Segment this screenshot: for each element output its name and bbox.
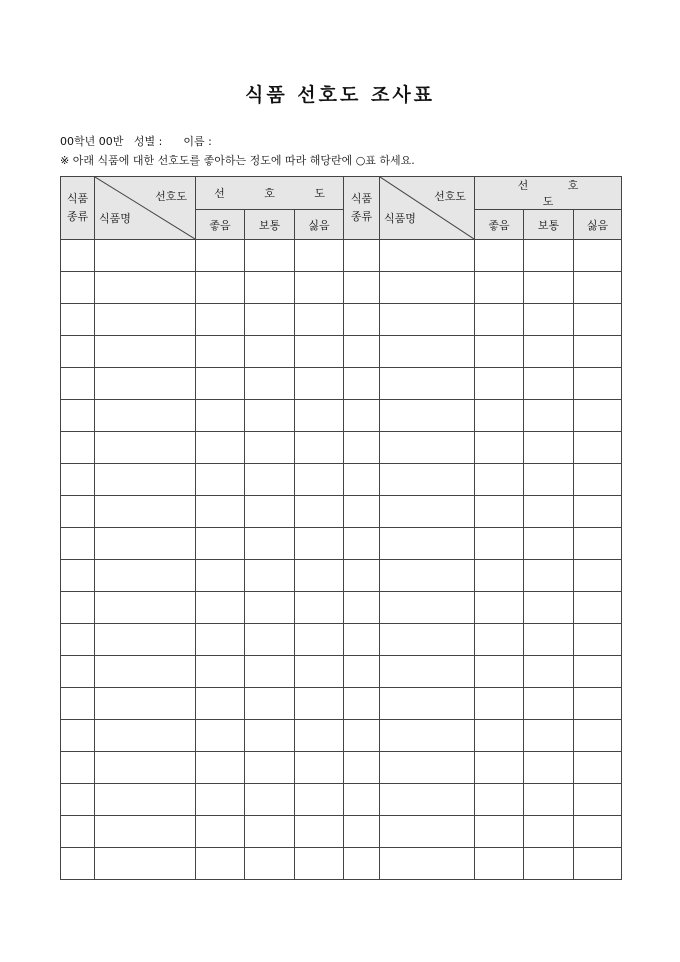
diag-preference-label-2: 선호도 xyxy=(434,190,467,203)
bad-cell[interactable] xyxy=(295,464,344,496)
diag-food-name-label: 식품명 xyxy=(99,212,131,225)
kind-cell[interactable] xyxy=(61,624,95,656)
normal-cell-2[interactable] xyxy=(524,400,574,432)
food-name-cell[interactable] xyxy=(95,432,196,464)
good-cell[interactable] xyxy=(196,848,245,880)
normal-cell[interactable] xyxy=(245,464,295,496)
kind-cell-2[interactable] xyxy=(344,304,380,336)
normal-cell[interactable] xyxy=(245,240,295,272)
good-cell-2[interactable] xyxy=(475,464,524,496)
kind-cell[interactable] xyxy=(61,784,95,816)
food-name-cell[interactable] xyxy=(95,272,196,304)
kind-cell[interactable] xyxy=(61,688,95,720)
bad-cell[interactable] xyxy=(295,624,344,656)
normal-cell-2[interactable] xyxy=(524,240,574,272)
kind-cell[interactable] xyxy=(61,464,95,496)
kind-cell[interactable] xyxy=(61,528,95,560)
food-name-cell[interactable] xyxy=(95,848,196,880)
normal-cell[interactable] xyxy=(245,496,295,528)
normal-cell-2[interactable] xyxy=(524,848,574,880)
kind-cell[interactable] xyxy=(61,240,95,272)
bad-cell-2[interactable] xyxy=(574,400,622,432)
table-row xyxy=(61,784,622,816)
kind-cell[interactable] xyxy=(61,336,95,368)
good-cell[interactable] xyxy=(196,400,245,432)
food-name-cell[interactable] xyxy=(95,368,196,400)
food-name-cell[interactable] xyxy=(95,240,196,272)
bad-cell[interactable] xyxy=(295,528,344,560)
bad-cell[interactable] xyxy=(295,784,344,816)
normal-cell[interactable] xyxy=(245,304,295,336)
normal-cell[interactable] xyxy=(245,560,295,592)
food-name-cell-2[interactable] xyxy=(380,400,475,432)
bad-cell[interactable] xyxy=(295,592,344,624)
bad-cell-2[interactable] xyxy=(574,368,622,400)
diagonal-line xyxy=(95,177,195,239)
bad-cell-2[interactable] xyxy=(574,752,622,784)
normal-cell[interactable] xyxy=(245,272,295,304)
bad-cell[interactable] xyxy=(295,240,344,272)
good-cell[interactable] xyxy=(196,560,245,592)
bad-cell-2[interactable] xyxy=(574,816,622,848)
bad-cell-2[interactable] xyxy=(574,272,622,304)
food-name-cell[interactable] xyxy=(95,816,196,848)
good-cell[interactable] xyxy=(196,336,245,368)
kind-cell-2[interactable] xyxy=(344,624,380,656)
good-cell-2[interactable] xyxy=(475,656,524,688)
good-cell-2[interactable] xyxy=(475,560,524,592)
good-cell[interactable] xyxy=(196,624,245,656)
good-cell-2[interactable] xyxy=(475,240,524,272)
kind-cell-2[interactable] xyxy=(344,368,380,400)
good-cell[interactable] xyxy=(196,720,245,752)
good-cell[interactable] xyxy=(196,528,245,560)
table-row xyxy=(61,752,622,784)
bad-cell-2[interactable] xyxy=(574,336,622,368)
normal-cell[interactable] xyxy=(245,336,295,368)
option-good-header: 좋음 xyxy=(196,210,245,240)
bad-cell-2[interactable] xyxy=(574,688,622,720)
normal-cell[interactable] xyxy=(245,720,295,752)
good-cell-2[interactable] xyxy=(475,752,524,784)
good-cell-2[interactable] xyxy=(475,272,524,304)
good-cell-2[interactable] xyxy=(475,848,524,880)
page-title: 식품 선호도 조사표 xyxy=(244,84,436,106)
good-cell[interactable] xyxy=(196,816,245,848)
kind-cell-2[interactable] xyxy=(344,496,380,528)
bad-cell[interactable] xyxy=(295,656,344,688)
food-name-cell-2[interactable] xyxy=(380,656,475,688)
normal-cell-2[interactable] xyxy=(524,432,574,464)
normal-cell[interactable] xyxy=(245,656,295,688)
kind-cell-2[interactable] xyxy=(344,400,380,432)
normal-cell[interactable] xyxy=(245,592,295,624)
food-name-cell[interactable] xyxy=(95,336,196,368)
food-name-cell-2[interactable] xyxy=(380,336,475,368)
table-row xyxy=(61,496,622,528)
name-label: 이름 : xyxy=(183,135,212,148)
table-row xyxy=(61,528,622,560)
kind-cell-2[interactable] xyxy=(344,848,380,880)
table-row xyxy=(61,368,622,400)
kind-cell[interactable] xyxy=(61,592,95,624)
food-kind-label-top-2: 식품 xyxy=(350,192,373,205)
kind-cell-2[interactable] xyxy=(344,464,380,496)
option-bad-header: 싫음 xyxy=(295,210,344,240)
normal-cell[interactable] xyxy=(245,752,295,784)
food-name-cell-2[interactable] xyxy=(380,720,475,752)
bad-cell-2[interactable] xyxy=(574,592,622,624)
food-name-cell[interactable] xyxy=(95,592,196,624)
bad-cell[interactable] xyxy=(295,304,344,336)
bad-cell[interactable] xyxy=(295,368,344,400)
diag-food-name-label-2: 식품명 xyxy=(384,212,416,225)
kind-cell-2[interactable] xyxy=(344,560,380,592)
table-row xyxy=(61,816,622,848)
kind-cell-2[interactable] xyxy=(344,528,380,560)
normal-cell-2[interactable] xyxy=(524,528,574,560)
normal-cell-2[interactable] xyxy=(524,816,574,848)
normal-cell-2[interactable] xyxy=(524,656,574,688)
good-cell-2[interactable] xyxy=(475,784,524,816)
kind-cell-2[interactable] xyxy=(344,688,380,720)
kind-cell[interactable] xyxy=(61,432,95,464)
table-row xyxy=(61,560,622,592)
bad-cell-2[interactable] xyxy=(574,528,622,560)
table-row xyxy=(61,432,622,464)
food-name-cell-2[interactable] xyxy=(380,752,475,784)
bad-cell[interactable] xyxy=(295,496,344,528)
food-name-cell-2[interactable] xyxy=(380,432,475,464)
kind-cell-2[interactable] xyxy=(344,432,380,464)
good-cell-2[interactable] xyxy=(475,368,524,400)
food-name-cell[interactable] xyxy=(95,528,196,560)
food-preference-table xyxy=(60,176,622,880)
normal-cell-2[interactable] xyxy=(524,784,574,816)
bad-cell-2[interactable] xyxy=(574,464,622,496)
good-cell-2[interactable] xyxy=(475,592,524,624)
diagonal-header-2 xyxy=(380,177,475,240)
food-name-cell-2[interactable] xyxy=(380,240,475,272)
preference-group-header: 선 호 도 xyxy=(196,177,344,210)
good-cell[interactable] xyxy=(196,752,245,784)
bad-cell-2[interactable] xyxy=(574,624,622,656)
table-row xyxy=(61,336,622,368)
food-name-cell-2[interactable] xyxy=(380,528,475,560)
kind-cell-2[interactable] xyxy=(344,656,380,688)
food-name-cell[interactable] xyxy=(95,624,196,656)
good-cell[interactable] xyxy=(196,784,245,816)
food-name-cell-2[interactable] xyxy=(380,688,475,720)
normal-cell-2[interactable] xyxy=(524,752,574,784)
good-cell-2[interactable] xyxy=(475,400,524,432)
bad-cell-2[interactable] xyxy=(574,656,622,688)
kind-cell-2[interactable] xyxy=(344,336,380,368)
normal-cell-2[interactable] xyxy=(524,560,574,592)
good-cell-2[interactable] xyxy=(475,624,524,656)
normal-cell-2[interactable] xyxy=(524,496,574,528)
normal-cell[interactable] xyxy=(245,624,295,656)
table-row xyxy=(61,592,622,624)
bad-cell[interactable] xyxy=(295,336,344,368)
bad-cell[interactable] xyxy=(295,432,344,464)
food-name-cell-2[interactable] xyxy=(380,464,475,496)
preference-group-header-2: 선 호 도 xyxy=(475,177,622,210)
kind-cell[interactable] xyxy=(61,720,95,752)
food-name-cell-2[interactable] xyxy=(380,592,475,624)
kind-cell[interactable] xyxy=(61,400,95,432)
bad-cell-2[interactable] xyxy=(574,784,622,816)
good-cell[interactable] xyxy=(196,656,245,688)
table-row xyxy=(61,656,622,688)
food-name-cell-2[interactable] xyxy=(380,848,475,880)
good-cell[interactable] xyxy=(196,368,245,400)
food-name-cell-2[interactable] xyxy=(380,560,475,592)
good-cell[interactable] xyxy=(196,464,245,496)
kind-cell[interactable] xyxy=(61,752,95,784)
gender-label: 성별 : xyxy=(133,135,163,148)
food-kind-header xyxy=(61,177,95,240)
food-name-cell-2[interactable] xyxy=(380,624,475,656)
table-row xyxy=(61,848,622,880)
bad-cell-2[interactable] xyxy=(574,496,622,528)
good-cell[interactable] xyxy=(196,304,245,336)
kind-cell-2[interactable] xyxy=(344,592,380,624)
good-cell-2[interactable] xyxy=(475,528,524,560)
food-name-cell-2[interactable] xyxy=(380,272,475,304)
normal-cell[interactable] xyxy=(245,368,295,400)
good-cell[interactable] xyxy=(196,432,245,464)
normal-cell[interactable] xyxy=(245,848,295,880)
food-name-cell-2[interactable] xyxy=(380,368,475,400)
bad-cell-2[interactable] xyxy=(574,240,622,272)
table-row xyxy=(61,240,622,272)
kind-cell-2[interactable] xyxy=(344,720,380,752)
kind-cell[interactable] xyxy=(61,560,95,592)
normal-cell-2[interactable] xyxy=(524,624,574,656)
kind-cell[interactable] xyxy=(61,272,95,304)
normal-cell-2[interactable] xyxy=(524,304,574,336)
food-name-cell[interactable] xyxy=(95,560,196,592)
good-cell-2[interactable] xyxy=(475,720,524,752)
kind-cell-2[interactable] xyxy=(344,784,380,816)
bad-cell-2[interactable] xyxy=(574,848,622,880)
kind-cell[interactable] xyxy=(61,848,95,880)
food-name-cell[interactable] xyxy=(95,688,196,720)
food-name-cell-2[interactable] xyxy=(380,784,475,816)
normal-cell-2[interactable] xyxy=(524,688,574,720)
instruction-text: ※ 아래 식품에 대한 선호도를 좋아하는 정도에 따라 해당란에 ○표 하세요. xyxy=(60,154,415,167)
normal-cell-2[interactable] xyxy=(524,592,574,624)
normal-cell[interactable] xyxy=(245,816,295,848)
option-bad-header-2: 싫음 xyxy=(574,210,622,240)
good-cell[interactable] xyxy=(196,240,245,272)
good-cell-2[interactable] xyxy=(475,496,524,528)
food-name-cell[interactable] xyxy=(95,720,196,752)
food-name-cell[interactable] xyxy=(95,304,196,336)
bad-cell[interactable] xyxy=(295,848,344,880)
option-normal-header: 보통 xyxy=(245,210,295,240)
food-kind-label-bottom-2: 종류 xyxy=(350,210,373,223)
normal-cell[interactable] xyxy=(245,432,295,464)
normal-cell-2[interactable] xyxy=(524,336,574,368)
diagonal-header xyxy=(95,177,196,240)
good-cell[interactable] xyxy=(196,688,245,720)
kind-cell-2[interactable] xyxy=(344,240,380,272)
good-cell-2[interactable] xyxy=(475,688,524,720)
good-cell-2[interactable] xyxy=(475,432,524,464)
kind-cell[interactable] xyxy=(61,496,95,528)
good-cell[interactable] xyxy=(196,496,245,528)
kind-cell-2[interactable] xyxy=(344,752,380,784)
table-row xyxy=(61,720,622,752)
bad-cell[interactable] xyxy=(295,752,344,784)
food-name-cell[interactable] xyxy=(95,752,196,784)
good-cell-2[interactable] xyxy=(475,304,524,336)
table-row xyxy=(61,304,622,336)
bad-cell[interactable] xyxy=(295,400,344,432)
table-row xyxy=(61,688,622,720)
food-kind-label-top: 식품 xyxy=(66,192,89,205)
kind-cell[interactable] xyxy=(61,304,95,336)
normal-cell[interactable] xyxy=(245,400,295,432)
table-row xyxy=(61,400,622,432)
good-cell-2[interactable] xyxy=(475,336,524,368)
bad-cell[interactable] xyxy=(295,272,344,304)
bad-cell-2[interactable] xyxy=(574,560,622,592)
bad-cell[interactable] xyxy=(295,560,344,592)
food-name-cell[interactable] xyxy=(95,464,196,496)
food-name-cell[interactable] xyxy=(95,400,196,432)
food-kind-label-bottom: 종류 xyxy=(66,210,89,223)
grade-class: 00학년 00반 xyxy=(60,135,124,148)
bad-cell-2[interactable] xyxy=(574,304,622,336)
food-name-cell[interactable] xyxy=(95,784,196,816)
food-name-cell-2[interactable] xyxy=(380,816,475,848)
bad-cell[interactable] xyxy=(295,816,344,848)
diagonal-line-2 xyxy=(380,177,474,239)
normal-cell-2[interactable] xyxy=(524,368,574,400)
table-row xyxy=(61,464,622,496)
good-cell[interactable] xyxy=(196,272,245,304)
normal-cell-2[interactable] xyxy=(524,272,574,304)
bad-cell[interactable] xyxy=(295,688,344,720)
diag-preference-label: 선호도 xyxy=(155,190,187,203)
normal-cell[interactable] xyxy=(245,688,295,720)
kind-cell-2[interactable] xyxy=(344,272,380,304)
food-name-cell[interactable] xyxy=(95,656,196,688)
kind-cell[interactable] xyxy=(61,368,95,400)
bad-cell-2[interactable] xyxy=(574,720,622,752)
table-row xyxy=(61,272,622,304)
bad-cell[interactable] xyxy=(295,720,344,752)
kind-cell[interactable] xyxy=(61,816,95,848)
table-row xyxy=(61,624,622,656)
kind-cell-2[interactable] xyxy=(344,816,380,848)
option-normal-header-2: 보통 xyxy=(524,210,574,240)
normal-cell[interactable] xyxy=(245,528,295,560)
food-name-cell-2[interactable] xyxy=(380,304,475,336)
student-info-line xyxy=(60,133,212,149)
food-name-cell-2[interactable] xyxy=(380,496,475,528)
food-kind-header-2 xyxy=(344,177,380,240)
table-body xyxy=(61,240,622,880)
normal-cell-2[interactable] xyxy=(524,464,574,496)
normal-cell[interactable] xyxy=(245,784,295,816)
good-cell-2[interactable] xyxy=(475,816,524,848)
kind-cell[interactable] xyxy=(61,656,95,688)
food-name-cell[interactable] xyxy=(95,496,196,528)
good-cell[interactable] xyxy=(196,592,245,624)
bad-cell-2[interactable] xyxy=(574,432,622,464)
option-good-header-2: 좋음 xyxy=(475,210,524,240)
normal-cell-2[interactable] xyxy=(524,720,574,752)
